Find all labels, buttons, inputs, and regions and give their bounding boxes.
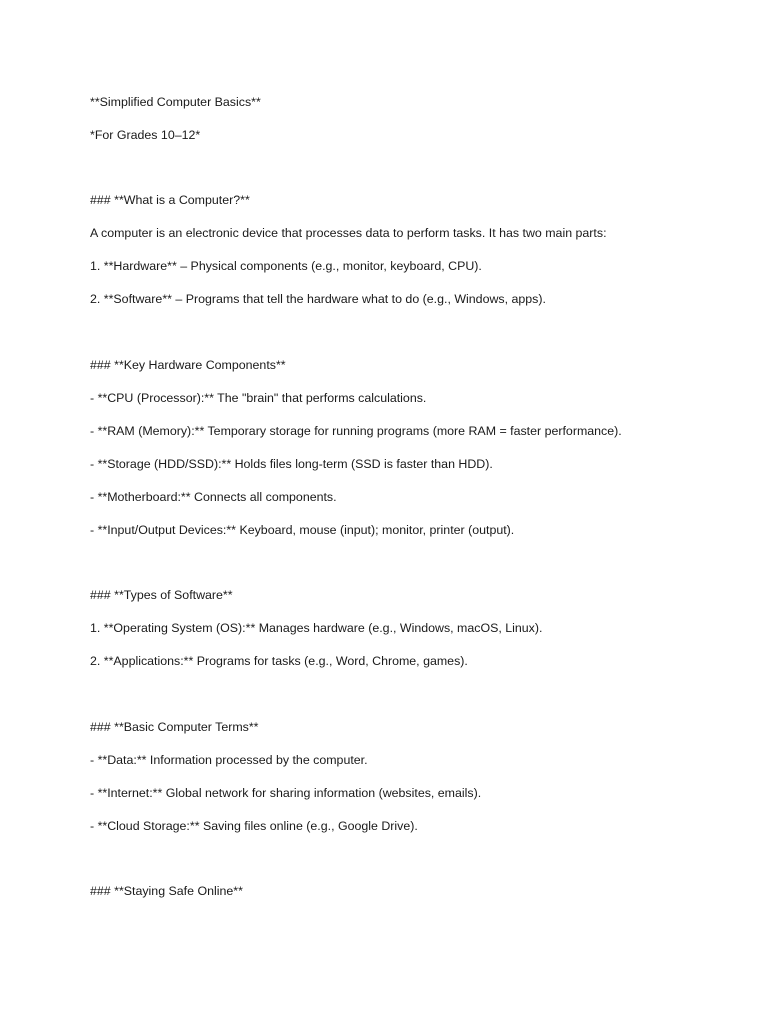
paragraph-line: A computer is an electronic device that processes data to perform tasks. It has two main parts: xyxy=(90,226,607,240)
list-item-operating-system: 1. **Operating System (OS):** Manages hardware (e.g., Windows, macOS, Linux). xyxy=(90,621,543,635)
list-item-hardware: 1. **Hardware** – Physical components (e.g., monitor, keyboard, CPU). xyxy=(90,259,482,273)
document-subtitle: *For Grades 10–12* xyxy=(90,128,201,142)
list-item-cloud-storage: - **Cloud Storage:** Saving files online (e.g., Google Drive). xyxy=(90,819,418,833)
section-heading-what-is-a-computer: ### **What is a Computer?** xyxy=(90,193,250,207)
document-title: **Simplified Computer Basics** xyxy=(90,95,261,109)
list-item-software: 2. **Software** – Programs that tell the hardware what to do (e.g., Windows, apps). xyxy=(90,292,546,306)
section-heading-staying-safe-online: ### **Staying Safe Online** xyxy=(90,884,243,898)
list-item-ram: - **RAM (Memory):** Temporary storage for running programs (more RAM = faster performance). xyxy=(90,424,622,438)
list-item-internet: - **Internet:** Global network for sharing information (websites, emails). xyxy=(90,786,482,800)
list-item-motherboard: - **Motherboard:** Connects all components. xyxy=(90,490,337,504)
list-item-data: - **Data:** Information processed by the computer. xyxy=(90,753,368,767)
list-item-input-output-devices: - **Input/Output Devices:** Keyboard, mouse (input); monitor, printer (output). xyxy=(90,523,515,537)
list-item-storage: - **Storage (HDD/SSD):** Holds files long-term (SSD is faster than HDD). xyxy=(90,457,493,471)
list-item-cpu: - **CPU (Processor):** The "brain" that performs calculations. xyxy=(90,391,427,405)
list-item-applications: 2. **Applications:** Programs for tasks (e.g., Word, Chrome, games). xyxy=(90,654,468,668)
section-heading-basic-computer-terms: ### **Basic Computer Terms** xyxy=(90,720,259,734)
section-heading-key-hardware-components: ### **Key Hardware Components** xyxy=(90,358,286,372)
section-heading-types-of-software: ### **Types of Software** xyxy=(90,588,233,602)
